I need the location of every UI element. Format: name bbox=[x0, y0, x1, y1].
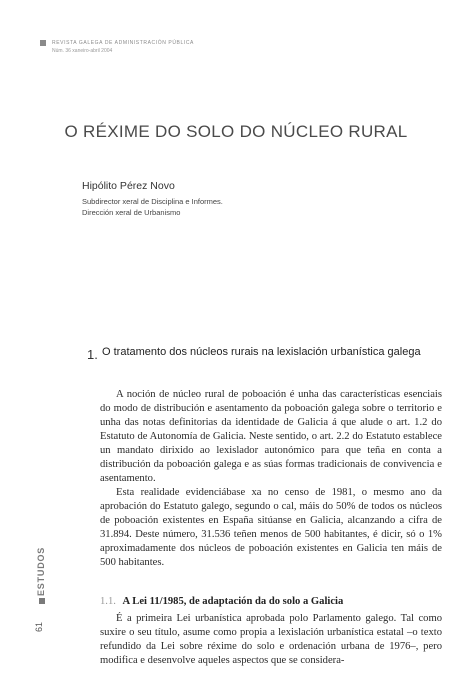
journal-header-row bbox=[40, 40, 194, 46]
side-square-icon bbox=[39, 598, 45, 604]
author-name: Hipólito Pérez Novo bbox=[82, 180, 175, 192]
article-title: O RÉXIME DO SOLO DO NÚCLEO RURAL bbox=[64, 122, 408, 141]
header-square-icon bbox=[40, 40, 46, 46]
subsection-number: 1.1. bbox=[100, 596, 116, 607]
section-heading bbox=[82, 345, 442, 360]
paragraph: Esta realidade evidenciábase xa no censo de 1981, o mesmo ano da aprobación do Estatuto galego, segundo o cal, máis do 50% de todos os núcleos de poboación existentes en España sitúanse en Galicia, alcanzando a cifra de 31.894. Deste número, 31.536 teñen menos de 500 habitantes, é dicir, só o 1% aproximadamente dos núcleos de poboación existentes en Galicia ten máis de 500 habitantes. bbox=[100, 487, 442, 568]
subsection-heading bbox=[100, 596, 442, 607]
journal-name: REVISTA GALEGA DE ADMINISTRACIÓN PÚBLICA bbox=[52, 40, 194, 46]
paragraph: É a primeira Lei urbanística aprobada polo Parlamento galego. Tal como suxire o seu título, asume como propia a lexislación urbanística estatal –o texto refundido da Lei sobre réxime do solo e ordenación urbana de 1976–, pero modifica e desenvolve aqueles aspectos que se considera- bbox=[100, 613, 442, 666]
paragraph: A noción de núcleo rural de poboación é unha das características esenciais do modo de distribución e asentamento da poboación galega sobre o territorio e unha das notas definitorias da identidade de Galicia á que alude o art. 1.2 do Estatuto de Autonomía de Galicia. Neste sentido, o art. 2.2 do Estatuto establece un mandato dirixido ao lexislador autonómico para que teña en conta a distribución da poboación galega e as súas formas tradicionais de convivencia e asentamento. bbox=[100, 389, 442, 484]
section-label: ESTUDOS bbox=[36, 546, 46, 596]
section-title: O tratamento dos núcleos rurais na lexislación urbanística galega bbox=[102, 346, 421, 358]
author-block bbox=[82, 180, 223, 218]
author-affiliation-line2: Dirección xeral de Urbanismo bbox=[82, 208, 181, 217]
page-number: 61 bbox=[34, 621, 44, 632]
subsection-body-text bbox=[100, 612, 442, 668]
section-number: 1. bbox=[87, 347, 98, 362]
journal-issue: Núm. 36 xaneiro-abril 2004 bbox=[52, 48, 113, 54]
body-text bbox=[100, 388, 442, 570]
subsection-title: A Lei 11/1985, de adaptación da do solo a Galicia bbox=[122, 596, 344, 607]
author-affiliation-line1: Subdirector xeral de Disciplina e Informes. bbox=[82, 197, 223, 206]
journal-header bbox=[40, 40, 194, 54]
